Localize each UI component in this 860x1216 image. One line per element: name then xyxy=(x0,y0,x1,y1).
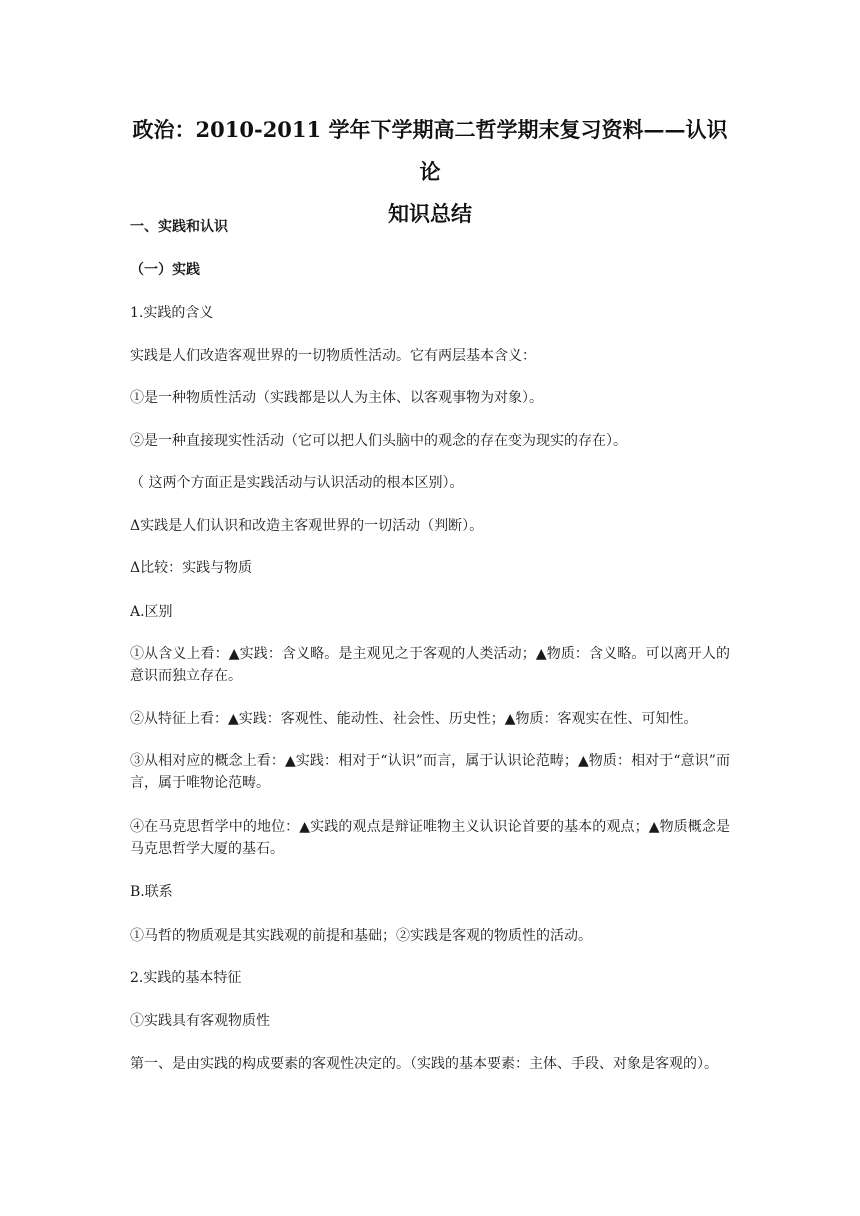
paragraph: ②从特征上看：▲实践：客观性、能动性、社会性、历史性；▲物质：客观实在性、可知性。 xyxy=(130,711,698,727)
paragraph: Δ实践是人们认识和改造主客观世界的一切活动（判断）。 xyxy=(130,518,484,534)
paragraph: ③从相对应的概念上看：▲实践：相对于“认识”而言，属于认识论范畴；▲物质：相对于“意识”而言，属于唯物论范畴。 xyxy=(130,753,730,791)
paragraph: 1.实践的含义 xyxy=(130,305,214,321)
paragraph: ①实践具有客观物质性 xyxy=(130,1013,270,1029)
document-page xyxy=(130,0,730,1072)
paragraph: A.区别 xyxy=(130,604,173,620)
paragraph: ①是一种物质性活动（实践都是以人为主体、以客观事物为对象）。 xyxy=(130,390,543,406)
paragraph: ①从含义上看：▲实践：含义略。是主观见之于客观的人类活动；▲物质：含义略。可以离开人的意识而独立存在。 xyxy=(130,646,730,684)
section-heading: 一、实践和认识 xyxy=(130,219,228,235)
section-heading: （一）实践 xyxy=(130,262,200,278)
paragraph: ④在马克思哲学中的地位：▲实践的观点是辩证唯物主义认识论首要的基本的观点；▲物质概念是马克思哲学大厦的基石。 xyxy=(130,819,730,857)
paragraph: B.联系 xyxy=(130,884,173,900)
paragraph: ②是一种直接现实性活动（它可以把人们头脑中的观念的存在变为现实的存在）。 xyxy=(130,433,627,449)
paragraph: ①马哲的物质观是其实践观的前提和基础；②实践是客观的物质性的活动。 xyxy=(130,928,592,944)
paragraph: （ 这两个方面正是实践活动与认识活动的根本区别）。 xyxy=(130,475,464,491)
paragraph: 实践是人们改造客观世界的一切物质性活动。它有两层基本含义： xyxy=(130,348,536,364)
paragraph: Δ比较：实践与物质 xyxy=(130,560,253,576)
document-title-line1: 政治：2010-2011 学年下学期高二哲学期末复习资料——认识论 xyxy=(132,117,728,184)
document-title-line2: 知识总结 xyxy=(388,201,472,226)
paragraph: 第一、是由实践的构成要素的客观性决定的。（实践的基本要素：主体、手段、对象是客观的）。 xyxy=(130,1056,718,1072)
paragraph: 2.实践的基本特征 xyxy=(130,970,242,986)
